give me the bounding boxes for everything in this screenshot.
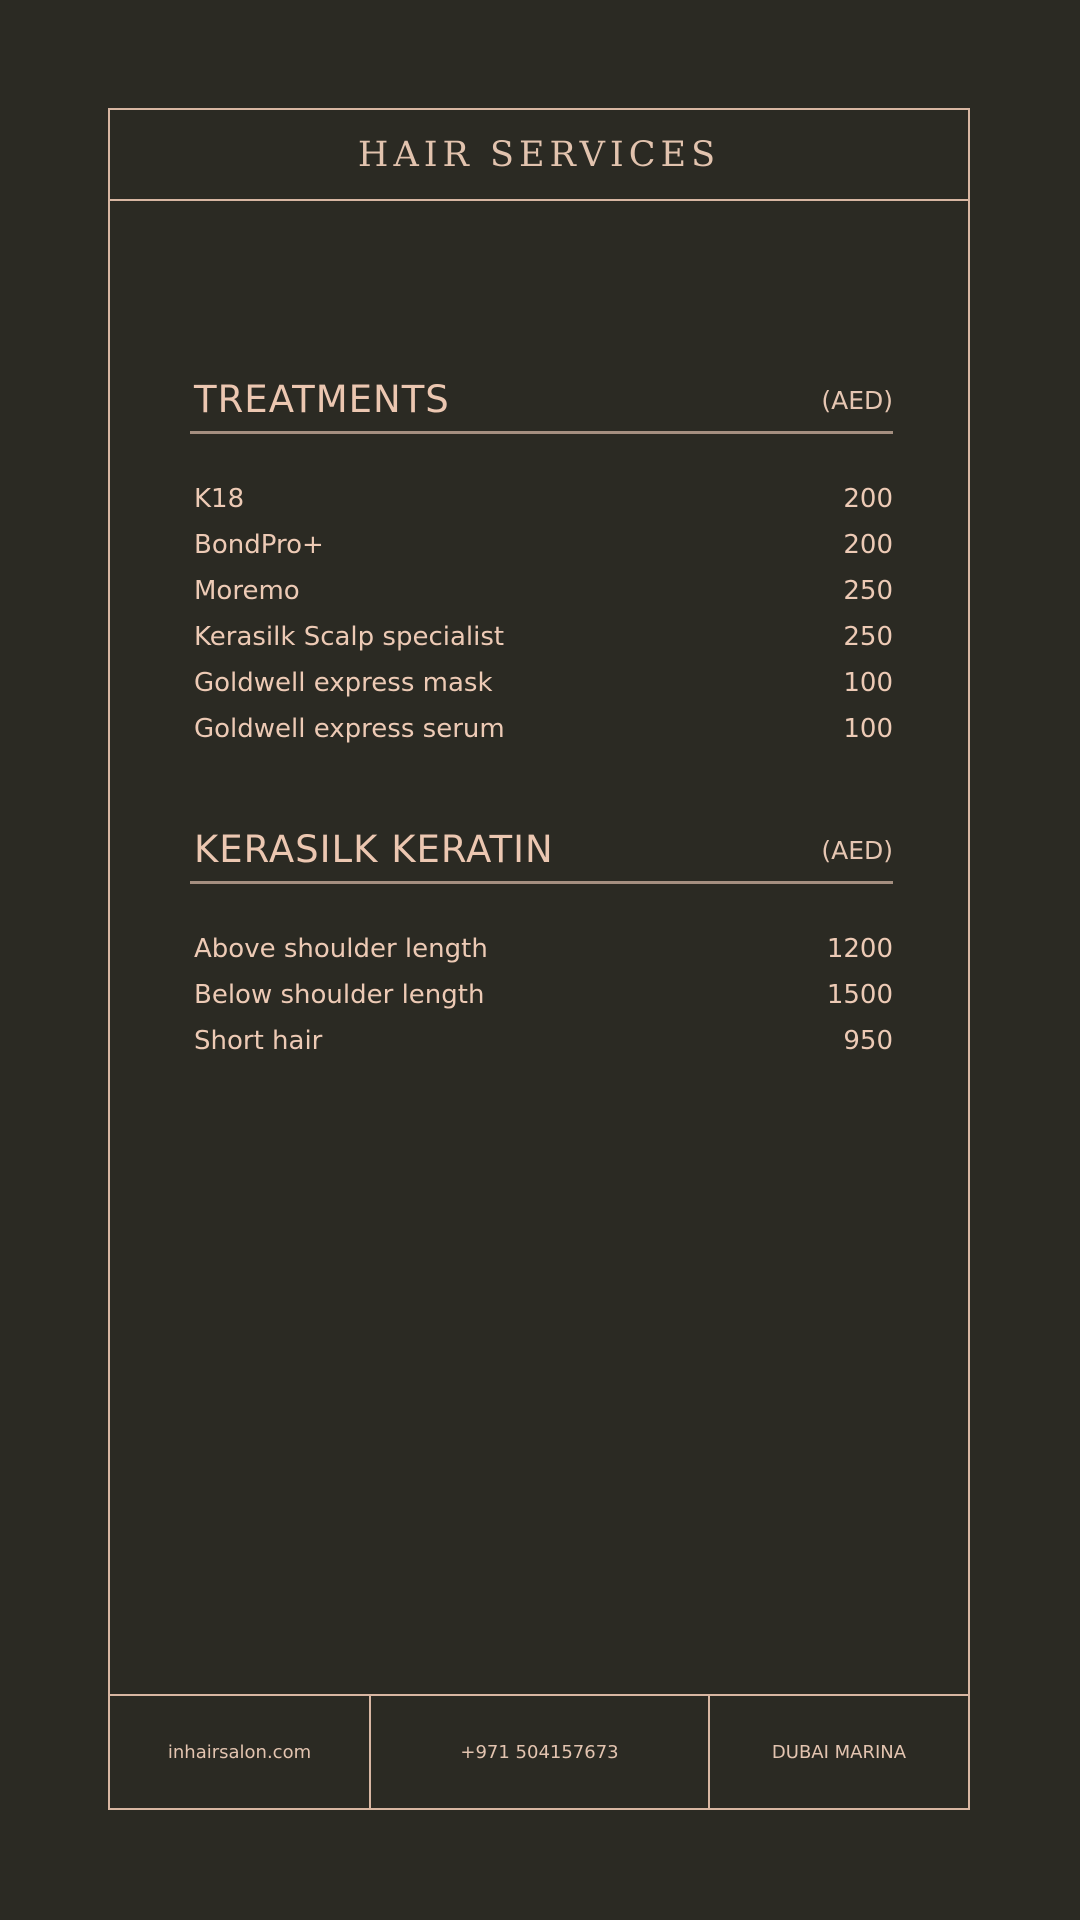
item-price: 950 bbox=[843, 1026, 893, 1056]
item-name: Short hair bbox=[194, 1026, 323, 1056]
website-link[interactable]: inhairsalon.com bbox=[110, 1696, 371, 1808]
phone-number[interactable]: +971 504157673 bbox=[371, 1696, 710, 1808]
list-item bbox=[194, 568, 893, 614]
list-item bbox=[194, 706, 893, 752]
menu-frame bbox=[108, 108, 970, 1810]
menu-header bbox=[110, 110, 968, 201]
currency-label: (AED) bbox=[821, 386, 893, 415]
section-title: TREATMENTS bbox=[194, 378, 450, 421]
list-item bbox=[194, 1018, 893, 1064]
list-item bbox=[194, 660, 893, 706]
currency-label: (AED) bbox=[821, 836, 893, 865]
item-price: 100 bbox=[843, 714, 893, 744]
item-name: Goldwell express mask bbox=[194, 668, 493, 698]
section-header bbox=[190, 828, 893, 884]
list-item bbox=[194, 972, 893, 1018]
footer bbox=[110, 1694, 968, 1808]
item-price: 200 bbox=[843, 530, 893, 560]
item-name: BondPro+ bbox=[194, 530, 324, 560]
item-price: 250 bbox=[843, 576, 893, 606]
item-name: Moremo bbox=[194, 576, 300, 606]
item-name: Kerasilk Scalp specialist bbox=[194, 622, 505, 652]
section-header bbox=[190, 378, 893, 434]
item-name: K18 bbox=[194, 484, 245, 514]
section-treatments bbox=[190, 378, 893, 752]
list-item bbox=[194, 476, 893, 522]
list-item bbox=[194, 522, 893, 568]
list-item bbox=[194, 926, 893, 972]
item-price: 100 bbox=[843, 668, 893, 698]
section-title: KERASILK KERATIN bbox=[194, 828, 554, 871]
item-price: 250 bbox=[843, 622, 893, 652]
item-price: 1500 bbox=[826, 980, 893, 1010]
item-price: 1200 bbox=[826, 934, 893, 964]
location-label: DUBAI MARINA bbox=[771, 1741, 907, 1763]
item-price: 200 bbox=[843, 484, 893, 514]
item-name: Above shoulder length bbox=[194, 934, 488, 964]
price-list bbox=[190, 926, 893, 1064]
page-title: HAIR SERVICES bbox=[357, 134, 721, 175]
item-name: Below shoulder length bbox=[194, 980, 485, 1010]
section-kerasilk-keratin bbox=[190, 828, 893, 1064]
list-item bbox=[194, 614, 893, 660]
item-name: Goldwell express serum bbox=[194, 714, 505, 744]
price-list bbox=[190, 476, 893, 752]
